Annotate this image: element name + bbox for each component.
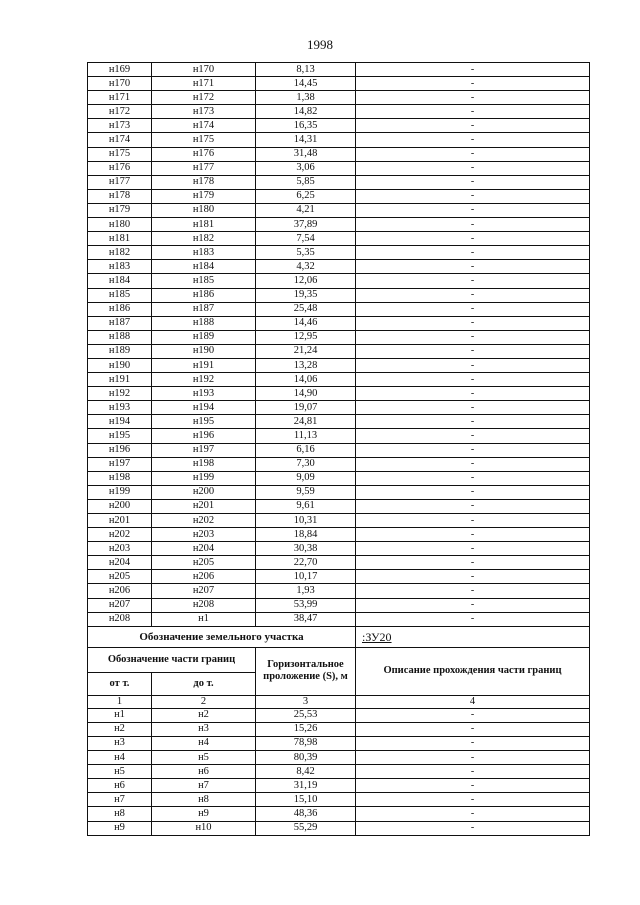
plot-code-text: :ЗУ20 — [362, 629, 392, 644]
description-cell: - — [356, 751, 590, 765]
to-point-cell: н189 — [152, 330, 256, 344]
to-point-cell: н174 — [152, 119, 256, 133]
description-cell: - — [356, 499, 590, 513]
distance-cell: 48,36 — [256, 807, 356, 821]
column-numbers-row — [88, 695, 590, 708]
distance-cell: 25,48 — [256, 302, 356, 316]
distance-cell: 14,45 — [256, 77, 356, 91]
from-point-cell: н180 — [88, 218, 152, 232]
from-point-cell: н195 — [88, 429, 152, 443]
description-cell: - — [356, 147, 590, 161]
from-point-cell: н187 — [88, 316, 152, 330]
from-point-cell: н204 — [88, 556, 152, 570]
distance-cell: 7,30 — [256, 457, 356, 471]
description-cell: - — [356, 779, 590, 793]
from-point-cell: н184 — [88, 274, 152, 288]
distance-cell: 5,85 — [256, 175, 356, 189]
to-point-cell: н200 — [152, 485, 256, 499]
distance-cell: 12,06 — [256, 274, 356, 288]
from-point-cell: н7 — [88, 793, 152, 807]
to-point-cell: н9 — [152, 807, 256, 821]
to-point-cell: н175 — [152, 133, 256, 147]
from-point-cell: н188 — [88, 330, 152, 344]
table-row — [88, 91, 590, 105]
description-cell: - — [356, 584, 590, 598]
distance-cell: 19,07 — [256, 401, 356, 415]
description-cell: - — [356, 203, 590, 217]
description-cell: - — [356, 246, 590, 260]
table-row — [88, 330, 590, 344]
table-row — [88, 105, 590, 119]
description-cell: - — [356, 288, 590, 302]
distance-cell: 5,35 — [256, 246, 356, 260]
to-point-cell: н8 — [152, 793, 256, 807]
table-row — [88, 528, 590, 542]
description-cell: - — [356, 457, 590, 471]
distance-cell: 30,38 — [256, 542, 356, 556]
from-point-cell: н9 — [88, 821, 152, 835]
table-row — [88, 288, 590, 302]
distance-cell: 14,06 — [256, 373, 356, 387]
to-point-cell: н193 — [152, 387, 256, 401]
from-point-cell: н177 — [88, 175, 152, 189]
to-point-cell: н7 — [152, 779, 256, 793]
table-row — [88, 63, 590, 77]
table-row — [88, 358, 590, 372]
from-point-cell: н198 — [88, 471, 152, 485]
plot-row — [88, 626, 590, 647]
distance-cell: 9,61 — [256, 499, 356, 513]
description-header: Описание прохождения части границ — [356, 647, 590, 695]
table-row — [88, 401, 590, 415]
table-row — [88, 457, 590, 471]
column-number: 1 — [88, 695, 152, 708]
to-point-cell: н184 — [152, 260, 256, 274]
from-point-cell: н169 — [88, 63, 152, 77]
from-point-cell: н186 — [88, 302, 152, 316]
column-number: 4 — [356, 695, 590, 708]
to-point-cell: н177 — [152, 161, 256, 175]
to-point-cell: н171 — [152, 77, 256, 91]
to-point-cell: н3 — [152, 722, 256, 736]
description-cell: - — [356, 528, 590, 542]
table-row — [88, 485, 590, 499]
table-row — [88, 161, 590, 175]
to-point-cell: н190 — [152, 344, 256, 358]
to-point-cell: н2 — [152, 708, 256, 722]
distance-cell: 9,59 — [256, 485, 356, 499]
description-cell: - — [356, 274, 590, 288]
boundary-table — [87, 62, 590, 836]
distance-cell: 78,98 — [256, 736, 356, 750]
to-point-cell: н180 — [152, 203, 256, 217]
to-point-cell: н194 — [152, 401, 256, 415]
table-row — [88, 232, 590, 246]
description-cell: - — [356, 485, 590, 499]
description-cell: - — [356, 514, 590, 528]
table-row — [88, 302, 590, 316]
to-point-cell: н4 — [152, 736, 256, 750]
from-point-cell: н202 — [88, 528, 152, 542]
to-point-cell: н182 — [152, 232, 256, 246]
from-point-cell: н6 — [88, 779, 152, 793]
to-point-cell: н173 — [152, 105, 256, 119]
distance-cell: 14,82 — [256, 105, 356, 119]
to-point-cell: н204 — [152, 542, 256, 556]
distance-cell: 14,46 — [256, 316, 356, 330]
distance-cell: 80,39 — [256, 751, 356, 765]
from-point-cell: н205 — [88, 570, 152, 584]
from-point-cell: н179 — [88, 203, 152, 217]
column-number: 3 — [256, 695, 356, 708]
distance-cell: 10,17 — [256, 570, 356, 584]
distance-cell: 8,42 — [256, 765, 356, 779]
description-cell: - — [356, 736, 590, 750]
description-cell: - — [356, 722, 590, 736]
from-point-cell: н207 — [88, 598, 152, 612]
to-point-cell: н186 — [152, 288, 256, 302]
distance-cell: 22,70 — [256, 556, 356, 570]
from-point-cell: н208 — [88, 612, 152, 626]
from-point-cell: н174 — [88, 133, 152, 147]
distance-cell: 14,31 — [256, 133, 356, 147]
table-row — [88, 499, 590, 513]
from-point-cell: н8 — [88, 807, 152, 821]
to-point-cell: н188 — [152, 316, 256, 330]
description-cell: - — [356, 401, 590, 415]
description-cell: - — [356, 91, 590, 105]
table-row — [88, 147, 590, 161]
from-point-cell: н5 — [88, 765, 152, 779]
description-cell: - — [356, 793, 590, 807]
table-row — [88, 77, 590, 91]
to-point-cell: н201 — [152, 499, 256, 513]
table-row — [88, 751, 590, 765]
description-cell: - — [356, 344, 590, 358]
to-point-cell: н208 — [152, 598, 256, 612]
from-point-cell: н178 — [88, 189, 152, 203]
from-point-cell: н200 — [88, 499, 152, 513]
description-cell: - — [356, 232, 590, 246]
description-cell: - — [356, 189, 590, 203]
description-cell: - — [356, 63, 590, 77]
from-point-cell: н206 — [88, 584, 152, 598]
to-point-cell: н205 — [152, 556, 256, 570]
from-point-cell: н182 — [88, 246, 152, 260]
table-row — [88, 175, 590, 189]
to-point-cell: н170 — [152, 63, 256, 77]
from-point-cell: н175 — [88, 147, 152, 161]
table-row — [88, 218, 590, 232]
distance-cell: 15,10 — [256, 793, 356, 807]
to-point-cell: н179 — [152, 189, 256, 203]
table-row — [88, 387, 590, 401]
distance-cell: 16,35 — [256, 119, 356, 133]
to-point-cell: н196 — [152, 429, 256, 443]
description-cell: - — [356, 443, 590, 457]
table-row — [88, 542, 590, 556]
distance-cell: 55,29 — [256, 821, 356, 835]
from-point-cell: н197 — [88, 457, 152, 471]
distance-cell: 18,84 — [256, 528, 356, 542]
from-point-cell: н171 — [88, 91, 152, 105]
table-row — [88, 821, 590, 835]
table-row — [88, 708, 590, 722]
table-row — [88, 598, 590, 612]
table-row — [88, 373, 590, 387]
distance-cell: 11,13 — [256, 429, 356, 443]
to-point-cell: н206 — [152, 570, 256, 584]
distance-cell: 8,13 — [256, 63, 356, 77]
distance-cell: 12,95 — [256, 330, 356, 344]
distance-cell: 7,54 — [256, 232, 356, 246]
boundary-rows-top — [88, 63, 590, 627]
from-point-cell: н193 — [88, 401, 152, 415]
from-point-cell: н181 — [88, 232, 152, 246]
to-point-cell: н203 — [152, 528, 256, 542]
from-point-cell: н4 — [88, 751, 152, 765]
description-cell: - — [356, 542, 590, 556]
distance-cell: 19,35 — [256, 288, 356, 302]
column-number: 2 — [152, 695, 256, 708]
to-point-cell: н172 — [152, 91, 256, 105]
distance-cell: 1,38 — [256, 91, 356, 105]
description-cell: - — [356, 302, 590, 316]
to-point-header: до т. — [152, 672, 256, 695]
distance-cell: 3,06 — [256, 161, 356, 175]
description-cell: - — [356, 260, 590, 274]
distance-cell: 53,99 — [256, 598, 356, 612]
description-cell: - — [356, 429, 590, 443]
description-cell: - — [356, 330, 590, 344]
from-point-cell: н192 — [88, 387, 152, 401]
table-row — [88, 570, 590, 584]
distance-cell: 10,31 — [256, 514, 356, 528]
from-point-cell: н173 — [88, 119, 152, 133]
to-point-cell: н197 — [152, 443, 256, 457]
to-point-cell: н202 — [152, 514, 256, 528]
table-row — [88, 807, 590, 821]
description-cell: - — [356, 105, 590, 119]
from-point-cell: н199 — [88, 485, 152, 499]
description-cell: - — [356, 612, 590, 626]
to-point-cell: н198 — [152, 457, 256, 471]
table-row — [88, 722, 590, 736]
description-cell: - — [356, 821, 590, 835]
description-cell: - — [356, 218, 590, 232]
distance-cell: 4,32 — [256, 260, 356, 274]
to-point-cell: н195 — [152, 415, 256, 429]
table-row — [88, 203, 590, 217]
plot-code — [356, 626, 590, 647]
header-row-1 — [88, 647, 590, 672]
table-row — [88, 189, 590, 203]
to-point-cell: н191 — [152, 358, 256, 372]
distance-header: Горизонтальное проложение (S), м — [256, 647, 356, 695]
part-of-boundary-header: Обозначение части границ — [88, 647, 256, 672]
table-row — [88, 736, 590, 750]
plot-label: Обозначение земельного участка — [88, 626, 356, 647]
table-row — [88, 119, 590, 133]
description-cell: - — [356, 358, 590, 372]
from-point-cell: н190 — [88, 358, 152, 372]
to-point-cell: н199 — [152, 471, 256, 485]
table-row — [88, 316, 590, 330]
from-point-cell: н189 — [88, 344, 152, 358]
distance-cell: 4,21 — [256, 203, 356, 217]
distance-cell: 9,09 — [256, 471, 356, 485]
to-point-cell: н10 — [152, 821, 256, 835]
description-cell: - — [356, 570, 590, 584]
from-point-cell: н194 — [88, 415, 152, 429]
distance-cell: 14,90 — [256, 387, 356, 401]
table-row — [88, 556, 590, 570]
from-point-cell: н196 — [88, 443, 152, 457]
description-cell: - — [356, 133, 590, 147]
distance-cell: 15,26 — [256, 722, 356, 736]
to-point-cell: н185 — [152, 274, 256, 288]
boundary-rows-bottom — [88, 708, 590, 835]
distance-cell: 37,89 — [256, 218, 356, 232]
table-row — [88, 514, 590, 528]
distance-cell: 25,53 — [256, 708, 356, 722]
distance-cell: 6,16 — [256, 443, 356, 457]
from-point-cell: н201 — [88, 514, 152, 528]
from-point-cell: н1 — [88, 708, 152, 722]
to-point-cell: н1 — [152, 612, 256, 626]
description-cell: - — [356, 387, 590, 401]
table-row — [88, 246, 590, 260]
table-row — [88, 779, 590, 793]
table-row — [88, 344, 590, 358]
description-cell: - — [356, 77, 590, 91]
to-point-cell: н176 — [152, 147, 256, 161]
distance-cell: 31,48 — [256, 147, 356, 161]
from-point-cell: н176 — [88, 161, 152, 175]
to-point-cell: н192 — [152, 373, 256, 387]
description-cell: - — [356, 598, 590, 612]
distance-cell: 38,47 — [256, 612, 356, 626]
table-row — [88, 793, 590, 807]
description-cell: - — [356, 415, 590, 429]
from-point-cell: н203 — [88, 542, 152, 556]
table-row — [88, 274, 590, 288]
plot-section — [88, 626, 590, 708]
description-cell: - — [356, 175, 590, 189]
from-point-cell: н3 — [88, 736, 152, 750]
table-row — [88, 415, 590, 429]
from-point-cell: н170 — [88, 77, 152, 91]
description-cell: - — [356, 316, 590, 330]
distance-cell: 13,28 — [256, 358, 356, 372]
distance-cell: 31,19 — [256, 779, 356, 793]
distance-cell: 24,81 — [256, 415, 356, 429]
from-point-header: от т. — [88, 672, 152, 695]
description-cell: - — [356, 373, 590, 387]
description-cell: - — [356, 161, 590, 175]
description-cell: - — [356, 807, 590, 821]
from-point-cell: н2 — [88, 722, 152, 736]
distance-cell: 1,93 — [256, 584, 356, 598]
from-point-cell: н191 — [88, 373, 152, 387]
description-cell: - — [356, 471, 590, 485]
to-point-cell: н6 — [152, 765, 256, 779]
description-cell: - — [356, 765, 590, 779]
table-row — [88, 260, 590, 274]
table-row — [88, 612, 590, 626]
distance-cell: 21,24 — [256, 344, 356, 358]
table-row — [88, 471, 590, 485]
description-cell: - — [356, 708, 590, 722]
to-point-cell: н5 — [152, 751, 256, 765]
page-number: 1998 — [307, 37, 333, 52]
from-point-cell: н172 — [88, 105, 152, 119]
description-cell: - — [356, 556, 590, 570]
to-point-cell: н183 — [152, 246, 256, 260]
table-row — [88, 584, 590, 598]
table-row — [88, 133, 590, 147]
to-point-cell: н181 — [152, 218, 256, 232]
description-cell: - — [356, 119, 590, 133]
from-point-cell: н185 — [88, 288, 152, 302]
to-point-cell: н178 — [152, 175, 256, 189]
table-row — [88, 443, 590, 457]
table-row — [88, 429, 590, 443]
table-row — [88, 765, 590, 779]
to-point-cell: н187 — [152, 302, 256, 316]
to-point-cell: н207 — [152, 584, 256, 598]
from-point-cell: н183 — [88, 260, 152, 274]
distance-cell: 6,25 — [256, 189, 356, 203]
